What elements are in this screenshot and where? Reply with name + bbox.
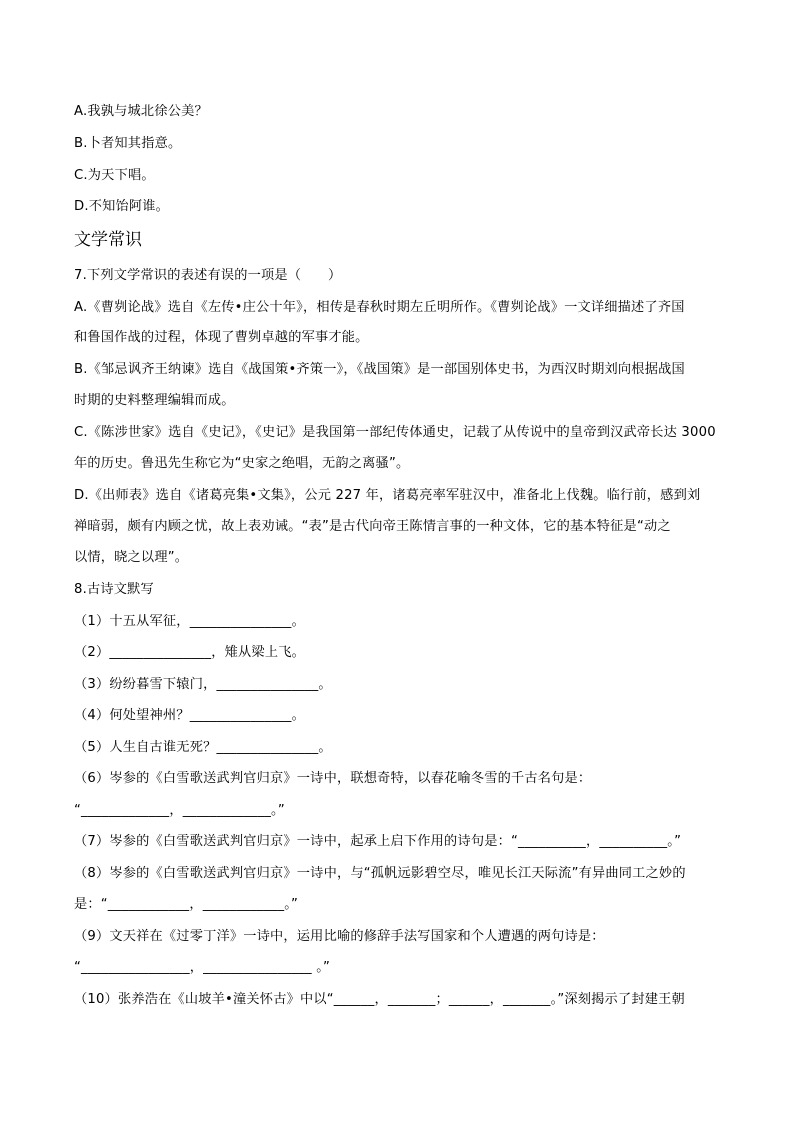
q8-stem: 8.古诗文默写 (74, 582, 154, 597)
option-d: D.不知饴阿谁。 (74, 199, 170, 214)
q8-item: （6）岑参的《白雪歌送武判官归京》一诗中，联想奇特，以春花喻冬雪的千古名句是： (74, 771, 592, 786)
q8-item: （5）人生自古谁无死？_______________。 (74, 740, 332, 755)
option-a: A.我孰与城北徐公美？ (74, 104, 208, 119)
q8-item: （8）岑参的《白雪歌送武判官归京》一诗中，与“孤帆远影碧空尽，唯见长江天际流”有异曲同工之妙的 (74, 866, 686, 881)
q8-item: （4）何处望神州？_______________。 (74, 708, 305, 723)
q7-line: 时期的史料整理编辑而成。 (74, 393, 235, 408)
q7-line: 以情，晓之以理”。 (74, 550, 189, 565)
q7-stem: 7.下列文学常识的表述有误的一项是（ ） (74, 268, 342, 283)
q7-line: 和鲁国作战的过程，体现了曹刿卓越的军事才能。 (74, 330, 369, 345)
q7-line: C.《陈涉世家》选自《史记》，《史记》是我国第一部纪传体通史，记载了从传说中的皇帝到汉武帝长达 3000 (74, 425, 716, 440)
option-b: B.卜者知其指意。 (74, 136, 182, 151)
q7-line: D.《出师表》选自《诸葛亮集•文集》，公元 227 年，诸葛亮率军驻汉中，准备北上伐魏。临行前，感到刘 (74, 488, 701, 503)
q8-item: （9）文天祥在《过零丁洋》一诗中，运用比喻的修辞手法写国家和个人遭遇的两句诗是： (74, 929, 605, 944)
q8-item: （1）十五从军征，_______________。 (74, 614, 305, 629)
q8-item: （10）张养浩在《山坡羊•潼关怀古》中以“______，_______；______，_______。”深刻揭示了封建王朝 (74, 992, 685, 1007)
q7-line: 禅暗弱，颇有内顾之忧，故上表劝诫。“表”是古代向帝王陈情言事的一种文体，它的基本特征是“动之 (74, 519, 671, 534)
q8-item: “_____________，_____________。” (74, 803, 285, 818)
option-c: C.为天下唱。 (74, 168, 155, 183)
q8-item: 是：“____________，____________。” (74, 897, 299, 912)
q8-item: （2）_______________，雉从梁上飞。 (74, 645, 305, 660)
q8-item: “________________，________________ 。” (74, 960, 331, 975)
section-title: 文学常识 (74, 230, 142, 250)
q7-line: B.《邹忌讽齐王纳谏》选自《战国策•齐策一》，《战国策》是一部国别体史书，为西汉时期刘向根据战国 (74, 362, 685, 377)
q8-item: （7）岑参的《白雪歌送武判官归京》一诗中，起承上启下作用的诗句是：“__________，__________。” (74, 834, 682, 849)
q7-line: A.《曹刿论战》选自《左传•庄公十年》，相传是春秋时期左丘明所作。《曹刿论战》一文详细描述了齐国 (74, 300, 685, 315)
q8-item: （3）纷纷暮雪下辕门，_______________。 (74, 677, 332, 692)
q7-line: 年的历史。鲁迅先生称它为“史家之绝唱，无韵之离骚”。 (74, 456, 410, 471)
